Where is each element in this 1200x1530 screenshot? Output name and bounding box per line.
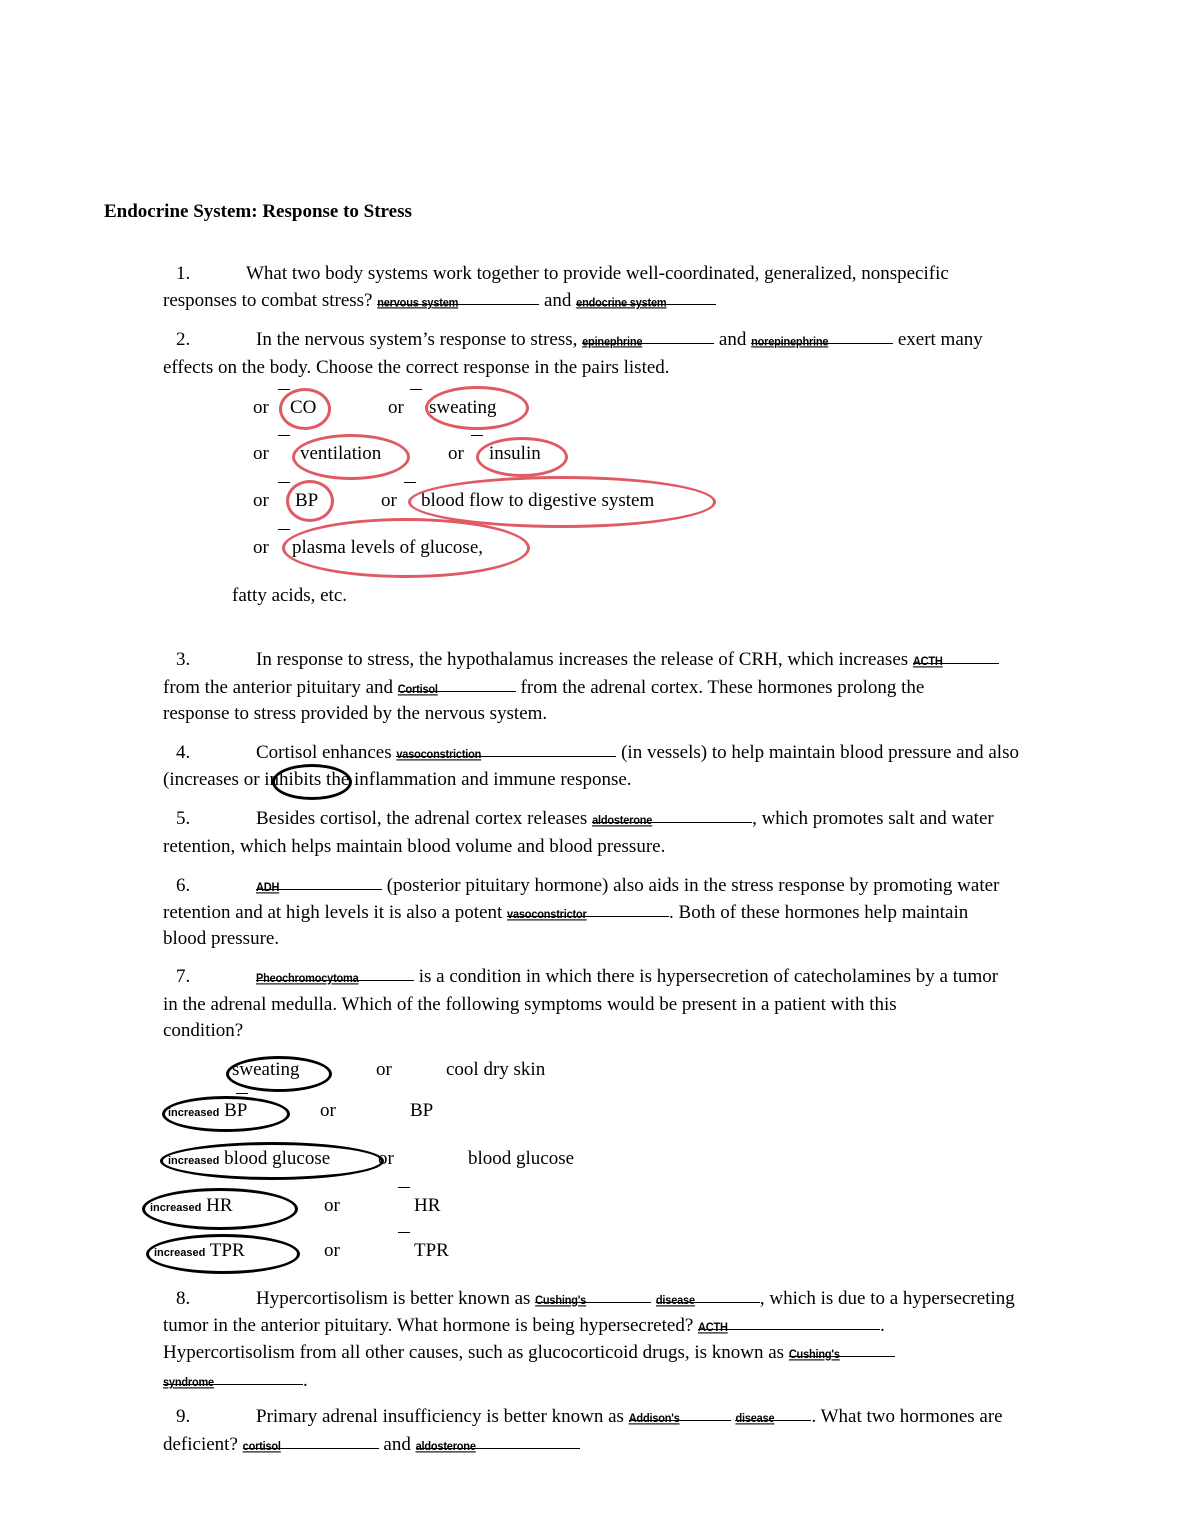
q9-line2-pre: deficient? xyxy=(163,1434,243,1455)
q7-row2-answer: increased xyxy=(168,1107,220,1119)
q7-row3-or: or xyxy=(378,1148,394,1169)
q2-row2-choice2[interactable]: insulin xyxy=(489,443,541,464)
q7-row2-right: BP xyxy=(410,1100,434,1121)
q1-mid: and xyxy=(539,290,577,311)
q7-row5-label: TPR xyxy=(209,1240,245,1261)
q7-row4-right: HR xyxy=(414,1195,441,1216)
q6-post: (posterior pituitary hormone) also aids in the stress response by promoting water xyxy=(382,875,1000,896)
q7-row3-right: blood glucose xyxy=(468,1148,575,1169)
q2-number: 2. xyxy=(176,329,191,350)
q8-line3 xyxy=(163,1342,895,1364)
q9-answer-2-blank[interactable] xyxy=(735,1406,811,1426)
q1-line1: What two body systems work together to provide well-coordinated, generalized, nonspecific xyxy=(246,263,949,284)
q5-answer-1: aldosterone xyxy=(592,814,653,828)
down-arrow-bar xyxy=(471,435,483,436)
q5-answer-1-blank[interactable] xyxy=(592,808,752,828)
q8-answer-2-blank[interactable] xyxy=(655,1288,760,1308)
q7-line1 xyxy=(256,966,998,988)
q4-answer-1-blank[interactable] xyxy=(396,742,616,762)
q7-row4-label: HR xyxy=(206,1195,233,1216)
q6-line3: blood pressure. xyxy=(163,928,280,949)
q7-line2: in the adrenal medulla. Which of the following symptoms would be present in a patient with this xyxy=(163,994,897,1015)
q7-row3-left[interactable] xyxy=(168,1148,330,1172)
q9-answer-4-blank[interactable] xyxy=(415,1434,580,1454)
q7-post: is a condition in which there is hypersecretion of catecholamines by a tumor xyxy=(414,966,999,987)
q4-line1 xyxy=(256,742,1019,764)
q4-pre: Cortisol enhances xyxy=(256,742,397,763)
q8-answer-1-blank[interactable] xyxy=(535,1288,651,1308)
q9-mid: and xyxy=(378,1434,416,1455)
q9-post: . What two hormones are xyxy=(811,1406,1003,1427)
q1-answer-1-blank[interactable] xyxy=(377,290,539,310)
q1-line2 xyxy=(163,290,716,312)
q2-answer-2: norepinephrine xyxy=(751,335,829,349)
q2-row1-choice1[interactable]: CO xyxy=(290,397,317,418)
q9-answer-2: disease xyxy=(735,1412,775,1426)
q7-row1-or: or xyxy=(376,1059,392,1080)
q1-answer-1: nervous system xyxy=(377,296,459,310)
q2-mid: and xyxy=(714,329,752,350)
q6-line1 xyxy=(256,875,999,897)
down-arrow-bar xyxy=(404,482,416,483)
q9-answer-1-blank[interactable] xyxy=(628,1406,731,1426)
q6-line2 xyxy=(163,902,968,924)
up-arrow-bar xyxy=(278,482,290,483)
q6-answer-1-blank[interactable] xyxy=(256,875,382,895)
q4-number: 4. xyxy=(176,742,191,763)
q8-line2: tumor in the anterior pituitary. What hormone is being hypersecreted? ACTH . xyxy=(163,1315,885,1336)
q3-line2-pre: from the anterior pituitary and xyxy=(163,677,398,698)
q4-line2 xyxy=(163,769,632,791)
q7-row1-right: cool dry skin xyxy=(446,1059,546,1080)
q7-row5-or: or xyxy=(324,1240,340,1261)
q8-answer-3: ACTH xyxy=(698,1321,728,1335)
q7-row5-right: TPR xyxy=(414,1240,449,1261)
q6-answer-2: vasoconstrictor xyxy=(507,908,587,922)
up-arrow-bar xyxy=(278,529,290,530)
q6-answer-2-blank[interactable] xyxy=(507,902,669,922)
q7-answer-1-blank[interactable] xyxy=(256,966,414,986)
q2-row2-or1: or xyxy=(253,443,269,464)
q2-row3-or2: or xyxy=(381,490,397,511)
q8-number: 8. xyxy=(176,1288,191,1309)
q8-post: , which is due to a hypersecreting xyxy=(759,1288,1015,1309)
q4-answer-1: vasoconstriction xyxy=(396,748,482,762)
q9-number: 9. xyxy=(176,1406,191,1427)
q2-answer-1: epinephrine xyxy=(582,335,643,349)
q6-line2-post: . Both of these hormones help maintain xyxy=(669,902,969,923)
down-arrow-bar xyxy=(398,1187,410,1188)
q2-line1 xyxy=(256,329,983,351)
q1-answer-2-blank[interactable] xyxy=(576,290,716,310)
q2-row1-or1: or xyxy=(253,397,269,418)
q2-row3-choice1[interactable]: BP xyxy=(295,490,319,511)
q3-answer-1-blank[interactable] xyxy=(912,649,999,669)
q7-row5-left[interactable] xyxy=(154,1240,245,1264)
q1-number: 1. xyxy=(176,263,191,284)
q9-line1 xyxy=(256,1406,1003,1428)
q8-answer-3-blank[interactable] xyxy=(698,1315,880,1335)
q4-post: (in vessels) to help maintain blood pressure and also xyxy=(616,742,1019,763)
q2-line2: effects on the body. Choose the correct response in the pairs listed. xyxy=(163,357,670,378)
q7-row4-answer: increased xyxy=(150,1202,202,1214)
up-arrow-bar xyxy=(236,1093,248,1094)
q1-answer-2: endocrine system xyxy=(576,296,667,310)
q7-row3-answer: increased xyxy=(168,1155,220,1167)
q7-number: 7. xyxy=(176,966,191,987)
q2-row2-choice1[interactable]: ventilation xyxy=(300,443,382,464)
q2-post: exert many xyxy=(893,329,983,350)
q8-answer-2: disease xyxy=(655,1294,695,1308)
q9-answer-3-blank[interactable] xyxy=(242,1434,379,1454)
q7-row2-left[interactable] xyxy=(168,1100,247,1124)
q7-row1-left[interactable]: sweating xyxy=(232,1059,300,1080)
q3-pre: In response to stress, the hypothalamus increases the release of CRH, which increases xyxy=(256,649,913,670)
up-arrow-bar xyxy=(278,389,290,390)
up-arrow-bar xyxy=(410,389,422,390)
q4-line2-post: the inflammation and immune response. xyxy=(321,769,632,790)
q9-answer-3: cortisol xyxy=(242,1440,281,1454)
q6-line2-pre: retention and at high levels it is also a potent xyxy=(163,902,508,923)
q2-row3-or1: or xyxy=(253,490,269,511)
q9-pre: Primary adrenal insufficiency is better known as xyxy=(256,1406,629,1427)
q2-row3-choice2[interactable]: blood flow to digestive system xyxy=(421,490,655,511)
q2-row4-or1: or xyxy=(253,537,269,558)
q2-row4-choice1[interactable]: plasma levels of glucose, xyxy=(292,537,484,558)
q8-line3-pre: Hypercortisolism from all other causes, such as glucocorticoid drugs, is known as xyxy=(163,1342,789,1363)
q9-line2 xyxy=(163,1434,580,1456)
q2-tail: fatty acids, etc. xyxy=(232,585,348,606)
q3-line1 xyxy=(256,649,999,671)
q8-line4: syndrome . xyxy=(163,1370,308,1391)
q3-line3: response to stress provided by the nervous system. xyxy=(163,703,548,724)
q8-answer-1: Cushing's xyxy=(535,1294,587,1308)
q2-answer-2-blank[interactable] xyxy=(751,329,893,349)
q8-answer-5-blank[interactable] xyxy=(163,1370,303,1390)
q7-answer-1: Pheochromocytoma xyxy=(256,972,359,986)
q7-row2-or: or xyxy=(320,1100,336,1121)
q5-post: , which promotes salt and water xyxy=(752,808,994,829)
q7-row4-or: or xyxy=(324,1195,340,1216)
q4-line2-pre: (increases or xyxy=(163,769,265,790)
q3-answer-2-blank[interactable] xyxy=(397,677,516,697)
q6-number: 6. xyxy=(176,875,191,896)
q9-answer-1: Addison's xyxy=(628,1412,680,1426)
q8-answer-4-blank[interactable] xyxy=(788,1342,895,1362)
up-arrow-bar xyxy=(278,435,290,436)
q3-answer-1: ACTH xyxy=(912,655,943,669)
q7-row5-answer: increased xyxy=(154,1247,206,1259)
q2-row1-or2: or xyxy=(388,397,404,418)
q9-answer-4: aldosterone xyxy=(415,1440,476,1454)
q8-pre: Hypercortisolism is better known as xyxy=(256,1288,536,1309)
q8-answer-4: Cushing's xyxy=(788,1348,840,1362)
q3-number: 3. xyxy=(176,649,191,670)
q8-line1 xyxy=(256,1288,1015,1310)
q3-line2 xyxy=(163,677,924,699)
q2-row2-or2: or xyxy=(448,443,464,464)
q1-line2-pre: responses to combat stress? xyxy=(163,290,378,311)
q2-pre: In the nervous system’s response to stress, xyxy=(256,329,583,350)
q2-row1-choice2[interactable]: sweating xyxy=(429,397,497,418)
q8-answer-5: syndrome xyxy=(163,1376,214,1390)
q3-line2-post: from the adrenal cortex. These hormones prolong the xyxy=(515,677,925,698)
q8-line2-pre: tumor in the anterior pituitary. What hormone is being hypersecreted? xyxy=(163,1315,698,1336)
q5-line1 xyxy=(256,808,994,830)
q3-answer-2: Cortisol xyxy=(397,683,438,697)
q5-pre: Besides cortisol, the adrenal cortex releases xyxy=(256,808,593,829)
down-arrow-bar xyxy=(398,1232,410,1233)
q7-row2-label: BP xyxy=(224,1100,248,1121)
q7-row3-label: blood glucose xyxy=(224,1148,331,1169)
q7-line3: condition? xyxy=(163,1020,244,1041)
q2-answer-1-blank[interactable] xyxy=(582,329,714,349)
q7-row4-left[interactable] xyxy=(150,1195,233,1219)
q6-answer-1: ADH xyxy=(256,881,280,895)
page-title: Endocrine System: Response to Stress xyxy=(104,201,412,222)
q5-number: 5. xyxy=(176,808,191,829)
q4-circled-choice[interactable]: inhibits xyxy=(264,769,322,790)
q5-line2: retention, which helps maintain blood volume and blood pressure. xyxy=(163,836,666,857)
